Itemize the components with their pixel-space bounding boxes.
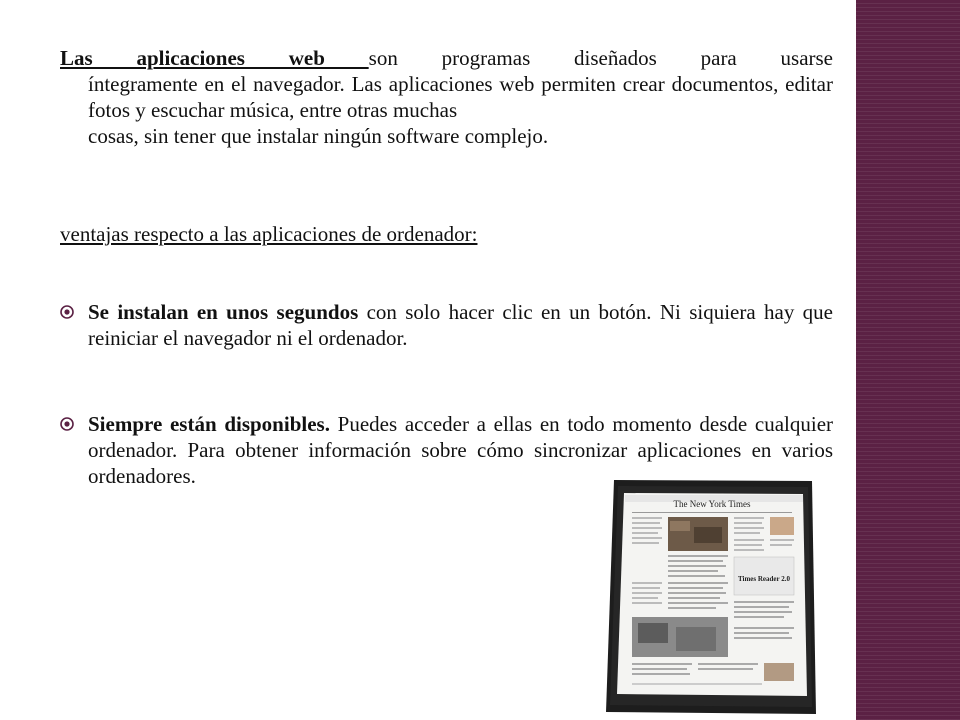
target-bullet-icon — [60, 305, 74, 319]
bullet-bold-text: Se instalan en unos segundos — [88, 300, 359, 324]
advantages-heading: ventajas respecto a las aplicaciones de ordenador: — [60, 222, 478, 246]
intro-body — [60, 71, 833, 149]
bullet-text: Puedes acceder a ellas en todo momento desde cualquier ordenador. Para obtener información sobre cómo sincronizar aplicaciones en varios ordenadores. — [88, 412, 834, 488]
intro-first-line — [60, 45, 833, 71]
bullet-text: con solo hacer clic en un botón. Ni siquiera hay que reiniciar el navegador ni el ordenador. — [88, 300, 833, 350]
bullet-bold-text: Siempre están disponibles. — [88, 412, 330, 436]
intro-paragraph — [60, 45, 833, 149]
intro-last-line: cosas, sin tener que instalar ningún software complejo. — [88, 124, 549, 148]
intro-first-line-text: son programas diseñados para usarse — [368, 46, 834, 70]
intro-body-text: íntegramente en el navegador. Las aplicaciones web permiten crear documentos, editar fotos y escuchar música, entre otras muchas — [88, 72, 833, 122]
bullet-item — [60, 299, 833, 351]
tablet-ad-heading: Times Reader 2.0 — [737, 575, 791, 583]
intro-term: Las aplicaciones web — [60, 46, 369, 70]
sidebar-accent — [856, 0, 960, 720]
tablet-masthead: The New York Times — [673, 499, 751, 509]
target-bullet-icon — [60, 417, 74, 431]
tablet-image — [594, 477, 830, 717]
bullet-body — [88, 299, 833, 351]
